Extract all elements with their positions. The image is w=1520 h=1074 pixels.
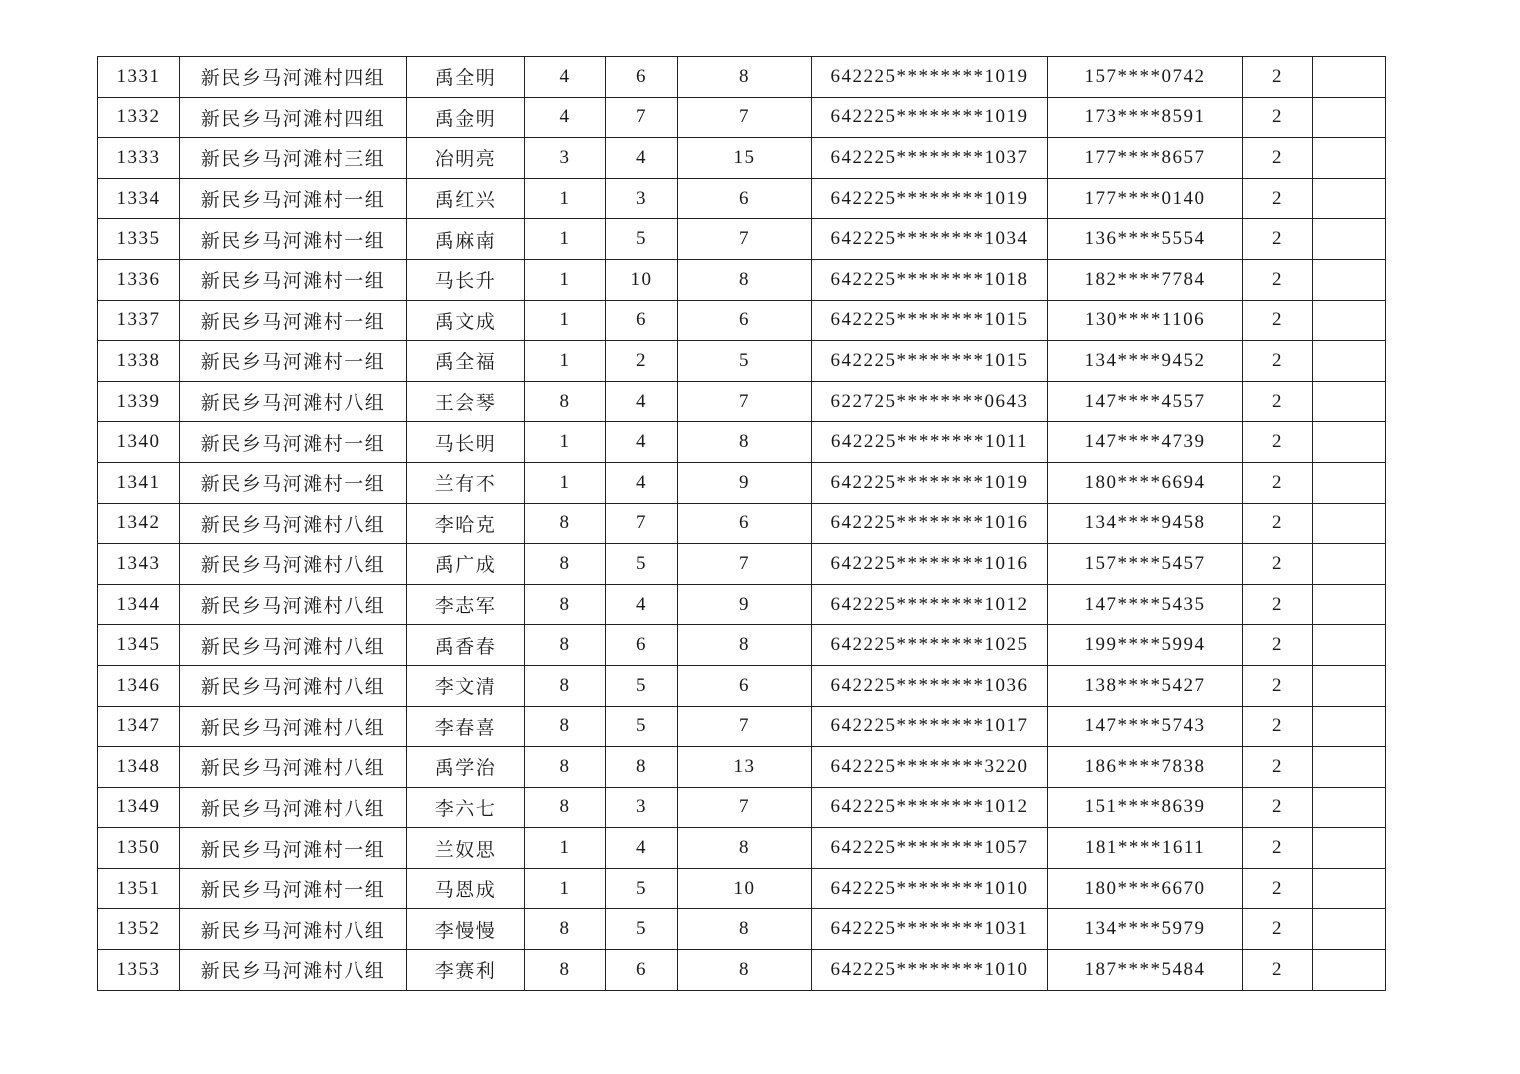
id-number-cell: 642225********1057 [812,828,1048,869]
id-number-cell: 642225********1031 [812,909,1048,950]
note-cell [1313,259,1386,300]
table-row [98,503,1386,544]
table-row [98,706,1386,747]
table-row [98,950,1386,991]
table-row [98,259,1386,300]
group-cell: 8 [525,706,606,747]
note-cell [1313,300,1386,341]
person-name-cell: 禹文成 [407,300,525,341]
person-name-cell: 李志军 [407,584,525,625]
serial-number-cell: 1344 [98,584,180,625]
id-number-cell: 642225********1012 [812,787,1048,828]
value-cell: 13 [678,747,812,788]
level-cell: 2 [1243,178,1313,219]
group-cell: 1 [525,300,606,341]
id-number-cell: 642225********1019 [812,462,1048,503]
person-name-cell: 禹红兴 [407,178,525,219]
table-row [98,584,1386,625]
address-cell: 新民乡马河滩村一组 [180,300,407,341]
table-row [98,178,1386,219]
level-cell: 2 [1243,97,1313,138]
value-cell: 8 [678,828,812,869]
note-cell [1313,706,1386,747]
id-number-cell: 642225********1025 [812,625,1048,666]
phone-cell: 180****6694 [1048,462,1243,503]
note-cell [1313,178,1386,219]
address-cell: 新民乡马河滩村八组 [180,950,407,991]
serial-number-cell: 1338 [98,341,180,382]
person-name-cell: 马长明 [407,422,525,463]
table-row [98,462,1386,503]
level-cell: 2 [1243,787,1313,828]
count-cell: 4 [606,828,678,869]
level-cell: 2 [1243,868,1313,909]
table-row [98,787,1386,828]
group-cell: 1 [525,828,606,869]
id-number-cell: 642225********1019 [812,178,1048,219]
phone-cell: 181****1611 [1048,828,1243,869]
count-cell: 7 [606,503,678,544]
count-cell: 4 [606,422,678,463]
serial-number-cell: 1337 [98,300,180,341]
table-row [98,381,1386,422]
count-cell: 6 [606,950,678,991]
note-cell [1313,665,1386,706]
serial-number-cell: 1350 [98,828,180,869]
value-cell: 8 [678,259,812,300]
note-cell [1313,909,1386,950]
group-cell: 4 [525,97,606,138]
note-cell [1313,584,1386,625]
address-cell: 新民乡马河滩村八组 [180,787,407,828]
table-row [98,828,1386,869]
address-cell: 新民乡马河滩村一组 [180,828,407,869]
count-cell: 7 [606,97,678,138]
note-cell [1313,868,1386,909]
address-cell: 新民乡马河滩村一组 [180,462,407,503]
value-cell: 8 [678,57,812,98]
serial-number-cell: 1334 [98,178,180,219]
group-cell: 8 [525,584,606,625]
address-cell: 新民乡马河滩村一组 [180,219,407,260]
phone-cell: 177****8657 [1048,138,1243,179]
value-cell: 7 [678,381,812,422]
count-cell: 6 [606,625,678,666]
phone-cell: 147****4557 [1048,381,1243,422]
serial-number-cell: 1347 [98,706,180,747]
value-cell: 6 [678,503,812,544]
value-cell: 9 [678,584,812,625]
id-number-cell: 642225********1019 [812,97,1048,138]
note-cell [1313,219,1386,260]
phone-cell: 182****7784 [1048,259,1243,300]
note-cell [1313,544,1386,585]
phone-cell: 138****5427 [1048,665,1243,706]
id-number-cell: 642225********1011 [812,422,1048,463]
person-name-cell: 冶明亮 [407,138,525,179]
level-cell: 2 [1243,503,1313,544]
phone-cell: 147****4739 [1048,422,1243,463]
value-cell: 8 [678,625,812,666]
note-cell [1313,503,1386,544]
address-cell: 新民乡马河滩村四组 [180,97,407,138]
address-cell: 新民乡马河滩村一组 [180,178,407,219]
id-number-cell: 642225********1010 [812,868,1048,909]
serial-number-cell: 1352 [98,909,180,950]
value-cell: 9 [678,462,812,503]
level-cell: 2 [1243,544,1313,585]
id-number-cell: 642225********1017 [812,706,1048,747]
serial-number-cell: 1349 [98,787,180,828]
group-cell: 8 [525,544,606,585]
id-number-cell: 642225********1012 [812,584,1048,625]
person-name-cell: 马长升 [407,259,525,300]
value-cell: 7 [678,97,812,138]
id-number-cell: 642225********1015 [812,341,1048,382]
level-cell: 2 [1243,381,1313,422]
person-name-cell: 李六七 [407,787,525,828]
count-cell: 8 [606,747,678,788]
phone-cell: 157****5457 [1048,544,1243,585]
address-cell: 新民乡马河滩村三组 [180,138,407,179]
serial-number-cell: 1342 [98,503,180,544]
note-cell [1313,828,1386,869]
serial-number-cell: 1346 [98,665,180,706]
value-cell: 7 [678,706,812,747]
level-cell: 2 [1243,300,1313,341]
phone-cell: 187****5484 [1048,950,1243,991]
count-cell: 6 [606,57,678,98]
table-row [98,422,1386,463]
serial-number-cell: 1353 [98,950,180,991]
person-name-cell: 禹麻南 [407,219,525,260]
address-cell: 新民乡马河滩村八组 [180,503,407,544]
serial-number-cell: 1343 [98,544,180,585]
level-cell: 2 [1243,950,1313,991]
address-cell: 新民乡马河滩村八组 [180,706,407,747]
person-name-cell: 兰有不 [407,462,525,503]
phone-cell: 134****9452 [1048,341,1243,382]
value-cell: 6 [678,300,812,341]
group-cell: 8 [525,747,606,788]
table-row [98,57,1386,98]
level-cell: 2 [1243,747,1313,788]
count-cell: 4 [606,381,678,422]
id-number-cell: 642225********1010 [812,950,1048,991]
table-row [98,665,1386,706]
person-name-cell: 禹广成 [407,544,525,585]
person-name-cell: 禹全明 [407,57,525,98]
group-cell: 8 [525,950,606,991]
note-cell [1313,381,1386,422]
person-name-cell: 马恩成 [407,868,525,909]
person-name-cell: 禹全福 [407,341,525,382]
phone-cell: 199****5994 [1048,625,1243,666]
group-cell: 1 [525,219,606,260]
serial-number-cell: 1351 [98,868,180,909]
value-cell: 8 [678,422,812,463]
value-cell: 8 [678,909,812,950]
count-cell: 3 [606,787,678,828]
serial-number-cell: 1333 [98,138,180,179]
id-number-cell: 642225********1018 [812,259,1048,300]
count-cell: 4 [606,584,678,625]
phone-cell: 130****1106 [1048,300,1243,341]
person-name-cell: 李哈克 [407,503,525,544]
serial-number-cell: 1345 [98,625,180,666]
address-cell: 新民乡马河滩村一组 [180,259,407,300]
level-cell: 2 [1243,422,1313,463]
serial-number-cell: 1332 [98,97,180,138]
person-name-cell: 禹香春 [407,625,525,666]
phone-cell: 151****8639 [1048,787,1243,828]
id-number-cell: 642225********1016 [812,544,1048,585]
level-cell: 2 [1243,462,1313,503]
phone-cell: 173****8591 [1048,97,1243,138]
note-cell [1313,422,1386,463]
level-cell: 2 [1243,341,1313,382]
address-cell: 新民乡马河滩村四组 [180,57,407,98]
address-cell: 新民乡马河滩村八组 [180,381,407,422]
address-cell: 新民乡马河滩村八组 [180,544,407,585]
id-number-cell: 642225********1036 [812,665,1048,706]
value-cell: 6 [678,665,812,706]
level-cell: 2 [1243,665,1313,706]
group-cell: 3 [525,138,606,179]
level-cell: 2 [1243,584,1313,625]
note-cell [1313,341,1386,382]
person-name-cell: 王会琴 [407,381,525,422]
group-cell: 8 [525,665,606,706]
phone-cell: 157****0742 [1048,57,1243,98]
serial-number-cell: 1348 [98,747,180,788]
serial-number-cell: 1339 [98,381,180,422]
value-cell: 7 [678,219,812,260]
count-cell: 3 [606,178,678,219]
value-cell: 6 [678,178,812,219]
address-cell: 新民乡马河滩村八组 [180,665,407,706]
level-cell: 2 [1243,706,1313,747]
table-row [98,97,1386,138]
level-cell: 2 [1243,625,1313,666]
group-cell: 1 [525,341,606,382]
phone-cell: 147****5743 [1048,706,1243,747]
note-cell [1313,57,1386,98]
group-cell: 1 [525,178,606,219]
table-row [98,300,1386,341]
person-name-cell: 李文清 [407,665,525,706]
group-cell: 8 [525,787,606,828]
person-name-cell: 李慢慢 [407,909,525,950]
address-cell: 新民乡马河滩村一组 [180,868,407,909]
value-cell: 15 [678,138,812,179]
table-row [98,544,1386,585]
table-row [98,341,1386,382]
count-cell: 5 [606,909,678,950]
value-cell: 7 [678,787,812,828]
id-number-cell: 642225********1037 [812,138,1048,179]
address-cell: 新民乡马河滩村一组 [180,341,407,382]
note-cell [1313,138,1386,179]
level-cell: 2 [1243,909,1313,950]
phone-cell: 177****0140 [1048,178,1243,219]
phone-cell: 134****5979 [1048,909,1243,950]
note-cell [1313,747,1386,788]
id-number-cell: 642225********1034 [812,219,1048,260]
person-name-cell: 李春喜 [407,706,525,747]
group-cell: 8 [525,381,606,422]
table-row [98,219,1386,260]
count-cell: 10 [606,259,678,300]
group-cell: 8 [525,503,606,544]
roster-table [97,56,1386,991]
phone-cell: 136****5554 [1048,219,1243,260]
serial-number-cell: 1331 [98,57,180,98]
count-cell: 5 [606,706,678,747]
id-number-cell: 642225********1016 [812,503,1048,544]
count-cell: 6 [606,300,678,341]
note-cell [1313,950,1386,991]
group-cell: 8 [525,909,606,950]
table-row [98,747,1386,788]
address-cell: 新民乡马河滩村八组 [180,625,407,666]
level-cell: 2 [1243,138,1313,179]
group-cell: 1 [525,462,606,503]
serial-number-cell: 1340 [98,422,180,463]
phone-cell: 147****5435 [1048,584,1243,625]
id-number-cell: 622725********0643 [812,381,1048,422]
id-number-cell: 642225********1019 [812,57,1048,98]
phone-cell: 180****6670 [1048,868,1243,909]
table-row [98,625,1386,666]
table-row [98,138,1386,179]
note-cell [1313,462,1386,503]
address-cell: 新民乡马河滩村八组 [180,909,407,950]
value-cell: 7 [678,544,812,585]
group-cell: 1 [525,868,606,909]
value-cell: 10 [678,868,812,909]
value-cell: 8 [678,950,812,991]
count-cell: 5 [606,219,678,260]
note-cell [1313,625,1386,666]
table-row [98,909,1386,950]
person-name-cell: 兰奴思 [407,828,525,869]
id-number-cell: 642225********3220 [812,747,1048,788]
person-name-cell: 李赛利 [407,950,525,991]
level-cell: 2 [1243,259,1313,300]
roster-body [98,57,1386,991]
group-cell: 4 [525,57,606,98]
phone-cell: 186****7838 [1048,747,1243,788]
serial-number-cell: 1335 [98,219,180,260]
level-cell: 2 [1243,57,1313,98]
phone-cell: 134****9458 [1048,503,1243,544]
count-cell: 5 [606,544,678,585]
id-number-cell: 642225********1015 [812,300,1048,341]
person-name-cell: 禹金明 [407,97,525,138]
count-cell: 5 [606,868,678,909]
group-cell: 1 [525,259,606,300]
count-cell: 4 [606,138,678,179]
serial-number-cell: 1341 [98,462,180,503]
level-cell: 2 [1243,828,1313,869]
person-name-cell: 禹学治 [407,747,525,788]
level-cell: 2 [1243,219,1313,260]
group-cell: 1 [525,422,606,463]
address-cell: 新民乡马河滩村八组 [180,747,407,788]
count-cell: 5 [606,665,678,706]
count-cell: 2 [606,341,678,382]
note-cell [1313,787,1386,828]
note-cell [1313,97,1386,138]
count-cell: 4 [606,462,678,503]
value-cell: 5 [678,341,812,382]
address-cell: 新民乡马河滩村八组 [180,584,407,625]
table-row [98,868,1386,909]
address-cell: 新民乡马河滩村一组 [180,422,407,463]
group-cell: 8 [525,625,606,666]
serial-number-cell: 1336 [98,259,180,300]
